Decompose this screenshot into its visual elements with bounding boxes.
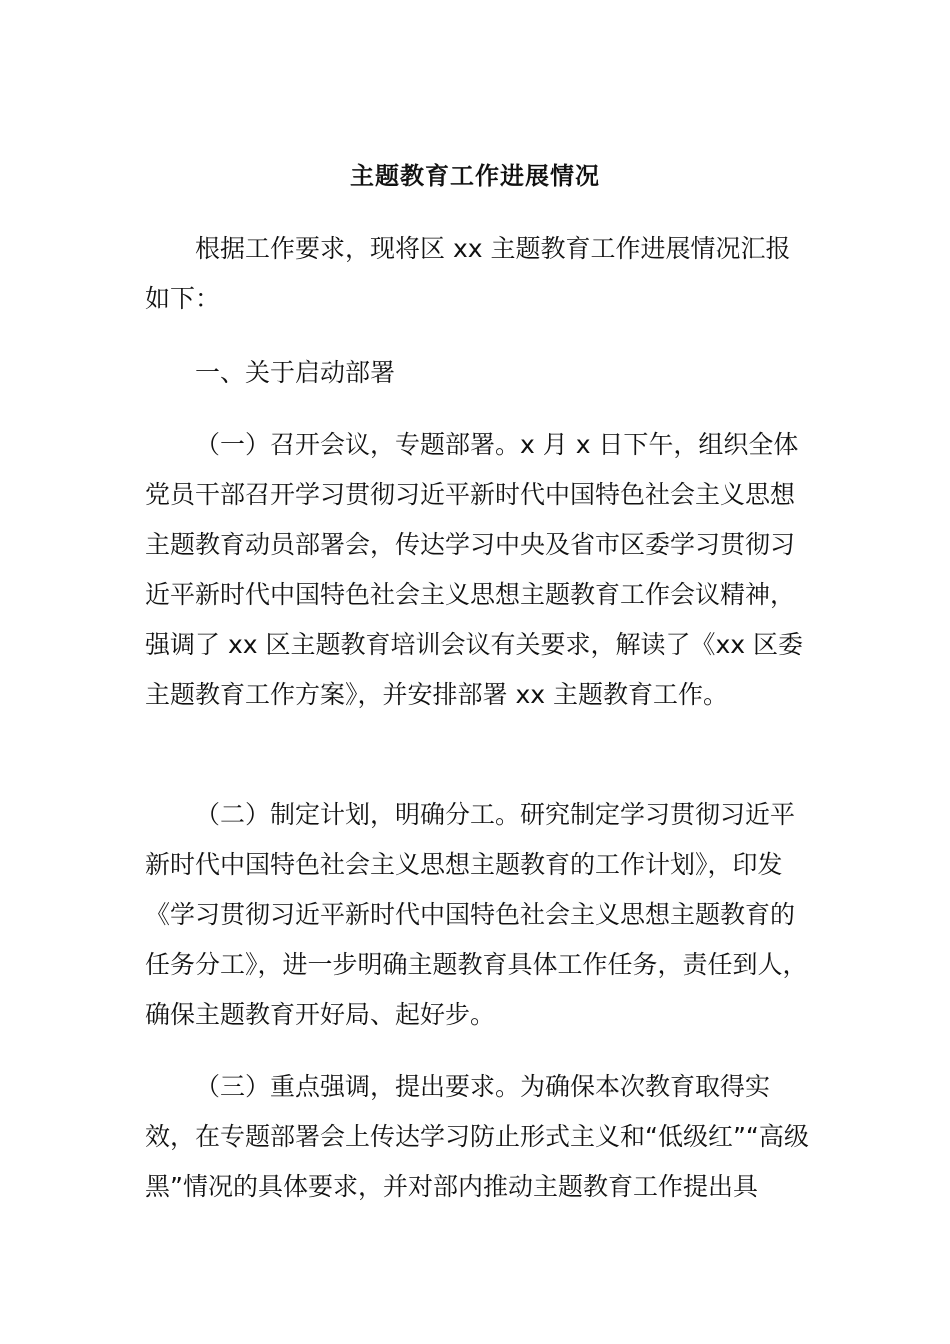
document-title: 主题教育工作进展情况: [350, 162, 600, 190]
paragraph-plan-division: （二）制定计划，明确分工。研究制定学习贯彻习近平新时代中国特色社会主义思想主题教育的工作计划》，印发《学习贯彻习近平新时代中国特色社会主义思想主题教育的任务分工》，进一步明确主题教育具体工作任务，责任到人，确保主题教育开好局、起好步。: [145, 800, 808, 1029]
section-heading: 一、关于启动部署: [195, 358, 396, 387]
paragraph-meeting-deployment: （一）召开会议，专题部署。x 月 x 日下午，组织全体党员干部召开学习贯彻习近平新时代中国特色社会主义思想主题教育动员部署会，传达学习中央及省市区委学习贯彻习近平新时代中国特色社会主义思想主题教育工作会议精神，强调了 xx 区主题教育培训会议有关要求，解读了《xx 区委主题教育工作方案》，并安排部署 xx 主题教育工作。: [145, 430, 804, 709]
paragraph-key-requirements: （三）重点强调，提出要求。为确保本次教育取得实效，在专题部署会上传达学习防止形式主义和“低级红”“高级黑”情况的具体要求，并对部内推动主题教育工作提出具: [145, 1072, 809, 1201]
intro-paragraph: 根据工作要求，现将区 xx 主题教育工作进展情况汇报如下：: [145, 234, 791, 313]
